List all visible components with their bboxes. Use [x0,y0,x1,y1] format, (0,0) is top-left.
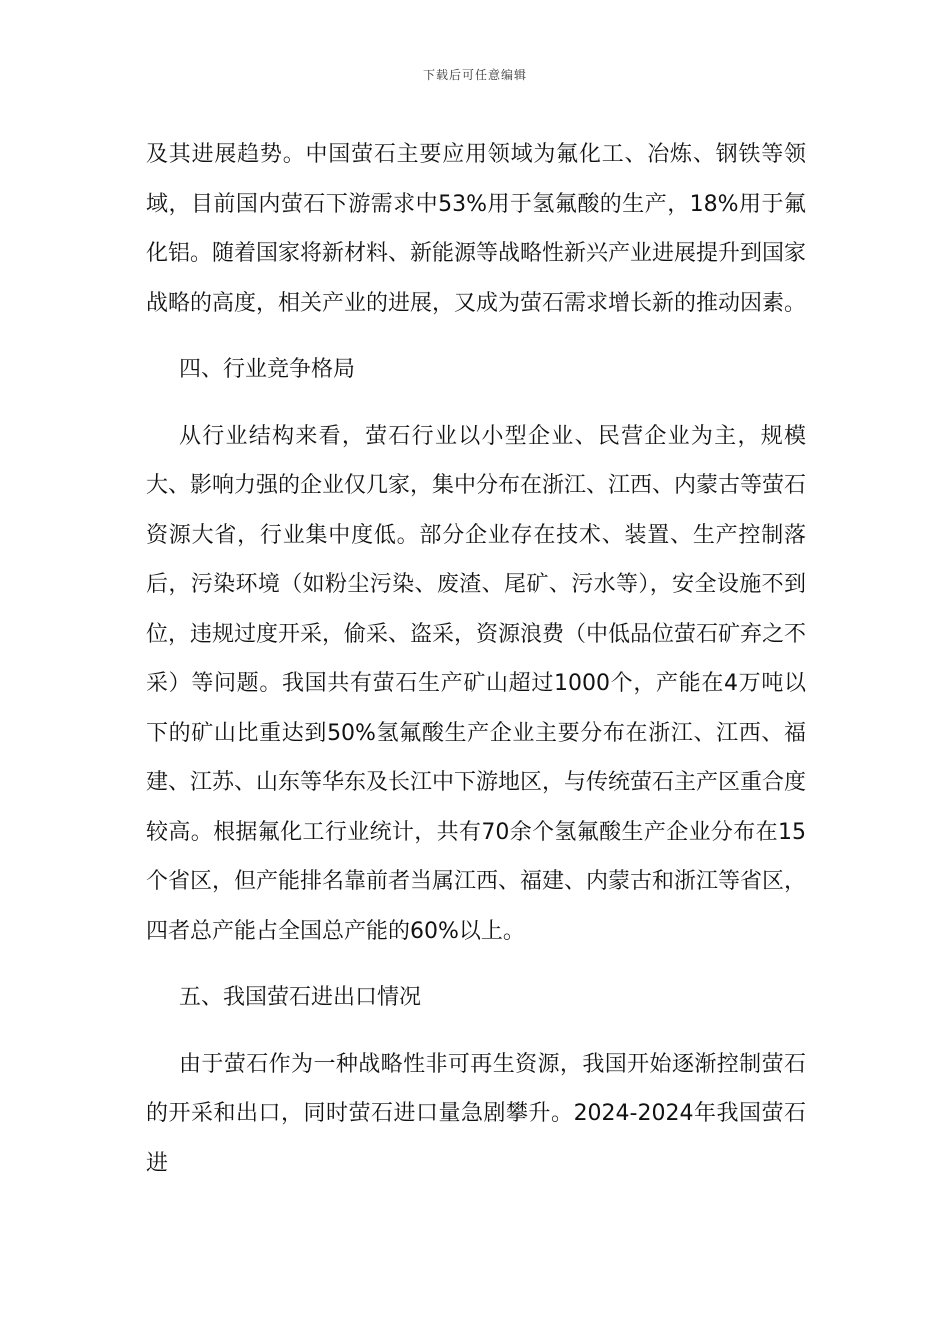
paragraph-gap [146,956,806,973]
document-body [146,130,806,1188]
page-header-note: 下载后可任意编辑 [422,68,527,82]
paragraph-gap [146,328,806,345]
paragraph-gap [146,395,806,412]
paragraph-import-export: 由于萤石作为一种战略性非可再生资源，我国开始逐渐控制萤石的开采和出口，同时萤石进口量急剧攀升。2024-2024年我国萤石进 [146,1051,806,1176]
paragraph-demand-trends: 及其进展趋势。中国萤石主要应用领域为氟化工、冶炼、钢铁等领域，目前国内萤石下游需求中53%用于氢氟酸的生产，18%用于氟化铝。随着国家将新材料、新能源等战略性新兴产业进展提升到国家战略的高度，相关产业的进展，又成为萤石需求增长新的推动因素。 [146,142,807,316]
section-heading-competition: 四、行业竞争格局 [179,357,356,382]
paragraph-industry-structure: 从行业结构来看，萤石行业以小型企业、民营企业为主，规模大、影响力强的企业仅几家，集中分布在浙江、江西、内蒙古等萤石资源大省，行业集中度低。部分企业存在技术、装置、生产控制落后，污染环境（如粉尘污染、废渣、尾矿、污水等），安全设施不到位，违规过度开采，偷采、盗采，资源浪费（中低品位萤石矿弃之不采）等问题。我国共有萤石生产矿山超过1000个，产能在4万吨以下的矿山比重达到50%氢氟酸生产企业主要分布在浙江、江西、福建、江苏、山东等华东及长江中下游地区，与传统萤石主产区重合度较高。根据氟化工行业统计，共有70余个氢氟酸生产企业分布在15个省区，但产能排名靠前者当属江西、福建、内蒙古和浙江等省区，四者总产能占全国总产能的60%以上。 [146,423,807,944]
paragraph-gap [146,1023,806,1040]
section-heading-import-export: 五、我国萤石进出口情况 [179,985,422,1010]
